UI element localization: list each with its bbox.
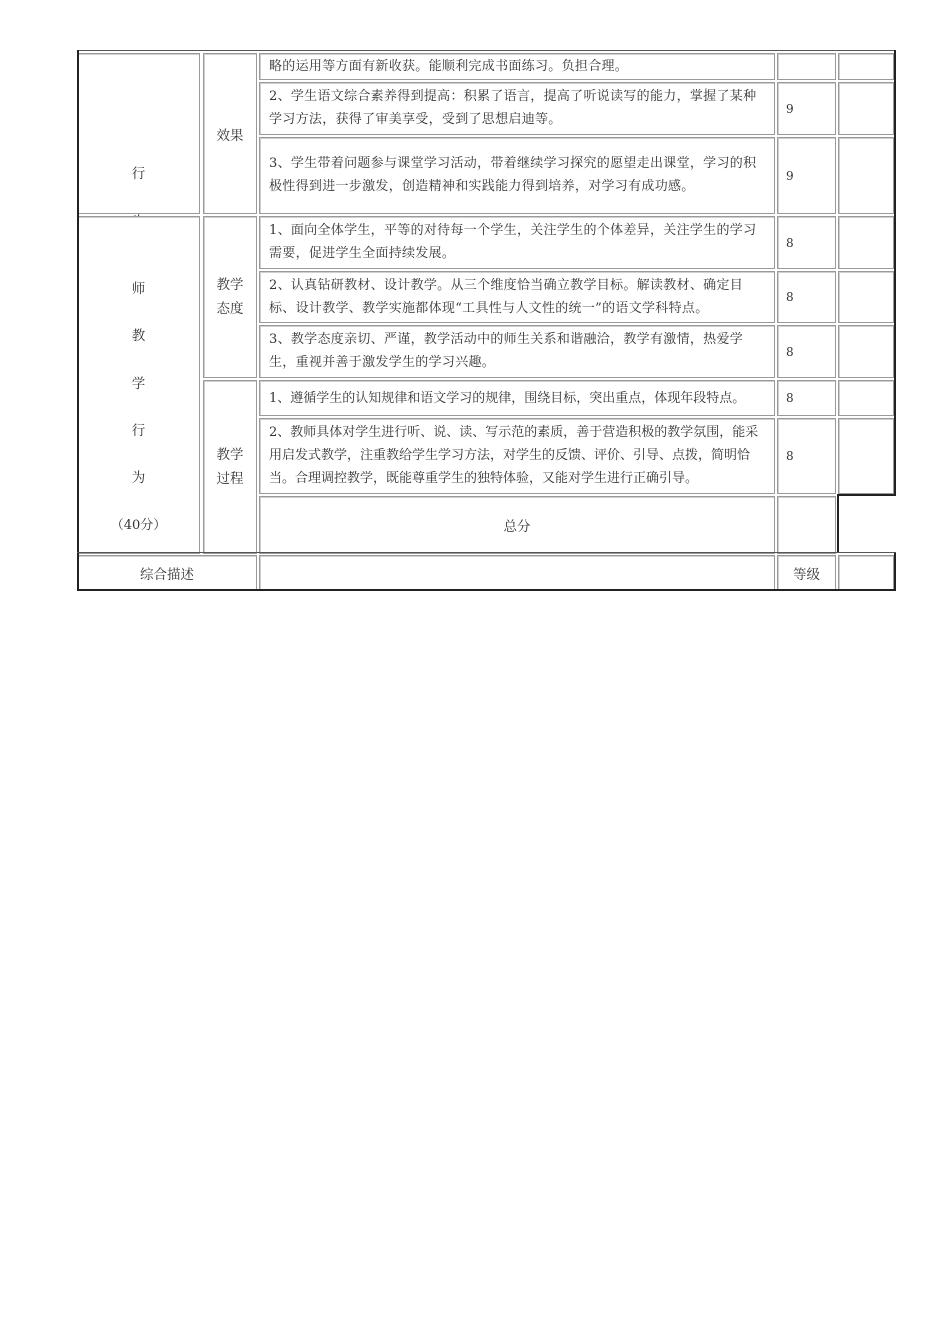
score-value: 8: [786, 449, 794, 463]
criterion-row: [259, 137, 775, 214]
criterion-text: 1、遵循学生的认知规律和语文学习的规律，围绕目标，突出重点，体现年段特点。: [269, 391, 746, 406]
score-value: 8: [786, 344, 794, 359]
category-label: 教学: [216, 277, 244, 293]
left-char: 教: [131, 328, 146, 344]
score-cell: [777, 216, 836, 269]
criterion-row: [259, 325, 775, 378]
criterion-row: [259, 271, 775, 323]
criterion-text: 2、学生语文综合素养得到提高：积累了语言，提高了听说读写的能力，掌握了某种学习方法，获得了审美享受，受到了思想启迪等。: [269, 89, 757, 127]
frame-line: [77, 50, 79, 591]
score-value: 8: [786, 290, 794, 304]
criterion-row: [259, 82, 775, 135]
summary-content-cell: [259, 555, 775, 590]
criterion-row: [259, 216, 775, 269]
grade-label: 等级: [793, 566, 820, 583]
frame-line: [77, 589, 896, 591]
rating-cell: [838, 82, 894, 135]
frame-line: [77, 552, 896, 553]
frame-line: [837, 495, 839, 553]
category-attitude: [203, 216, 257, 378]
left-char: 学: [131, 376, 146, 392]
score-cell: [777, 82, 836, 135]
left-char: 师: [131, 281, 146, 297]
grade-label-cell: [777, 555, 836, 590]
criterion-text: 2、认真钻研教材、设计教学。从三个维度恰当确立教学目标。解读教材、确定目标、设计教学、教学实施都体现“工具性与人文性的统一”的语文学科特点。: [269, 278, 744, 316]
criterion-text: 略的运用等方面有新收获。能顺利完成书面练习。负担合理。: [269, 59, 629, 74]
rating-cell: [838, 325, 894, 378]
total-score-cell: [777, 496, 836, 554]
summary-label: 综合描述: [140, 566, 194, 583]
score-cell: [777, 325, 836, 378]
points-label: （40分）: [110, 518, 167, 533]
category-label: 过程: [216, 471, 244, 487]
frame-line: [77, 50, 896, 51]
left-col-upper: [77, 53, 200, 214]
rating-cell: [838, 53, 894, 80]
frame-line: [894, 50, 896, 496]
criterion-row: [259, 418, 775, 494]
rating-cell: [838, 380, 894, 416]
score-cell: [777, 53, 836, 80]
frame-line: [894, 553, 896, 591]
rating-cell: [838, 137, 894, 214]
criterion-row: [259, 380, 775, 416]
grade-value-cell: [838, 555, 894, 590]
score-value: 9: [786, 101, 794, 116]
rating-cell: [838, 418, 894, 494]
criterion-text: 2、教师具体对学生进行听、说、读、写示范的素质，善于营造积极的教学氛围，能采用启发式教学，注重教给学生学习方法，对学生的反馈、评价、引导、点拨，简明恰当。合理调控教学，既能尊重学生的独特体验，又能对学生进行正确引导。: [269, 425, 759, 486]
frame-line: [837, 494, 896, 496]
left-char: 为: [131, 470, 146, 486]
score-cell: [777, 380, 836, 416]
left-char: 行: [131, 423, 146, 439]
score-cell: [777, 418, 836, 494]
left-char: 行: [131, 166, 146, 182]
rating-cell: [838, 271, 894, 323]
category-label: 效果: [216, 127, 244, 144]
category-effect: [203, 53, 257, 214]
summary-label-cell: [77, 555, 257, 590]
category-label: 态度: [216, 301, 244, 317]
category-process: [203, 380, 257, 554]
score-value: 8: [786, 235, 794, 250]
criterion-text: 1、面向全体学生，平等的对待每一个学生，关注学生的个体差异，关注学生的学习需要，促进学生全面持续发展。: [269, 223, 757, 261]
category-label: 教学: [216, 447, 244, 463]
score-cell: [777, 271, 836, 323]
left-col-lower: [77, 216, 200, 554]
total-label: 总分: [503, 519, 531, 535]
score-value: 8: [786, 391, 794, 405]
rating-cell: [838, 216, 894, 269]
score-cell: [777, 137, 836, 214]
criterion-text: 3、学生带着问题参与课堂学习活动，带着继续学习探究的愿望走出课堂，学习的积极性得到进一步激发，创造精神和实践能力得到培养，对学习有成功感。: [269, 156, 757, 194]
total-label-cell: [259, 496, 775, 554]
criterion-row: [259, 53, 775, 80]
score-value: 9: [786, 168, 794, 183]
evaluation-table: [77, 50, 896, 591]
criterion-text: 3、教学态度亲切、严谨，教学活动中的师生关系和谐融洽，教学有激情，热爱学生，重视并善于激发学生的学习兴趣。: [269, 332, 744, 370]
